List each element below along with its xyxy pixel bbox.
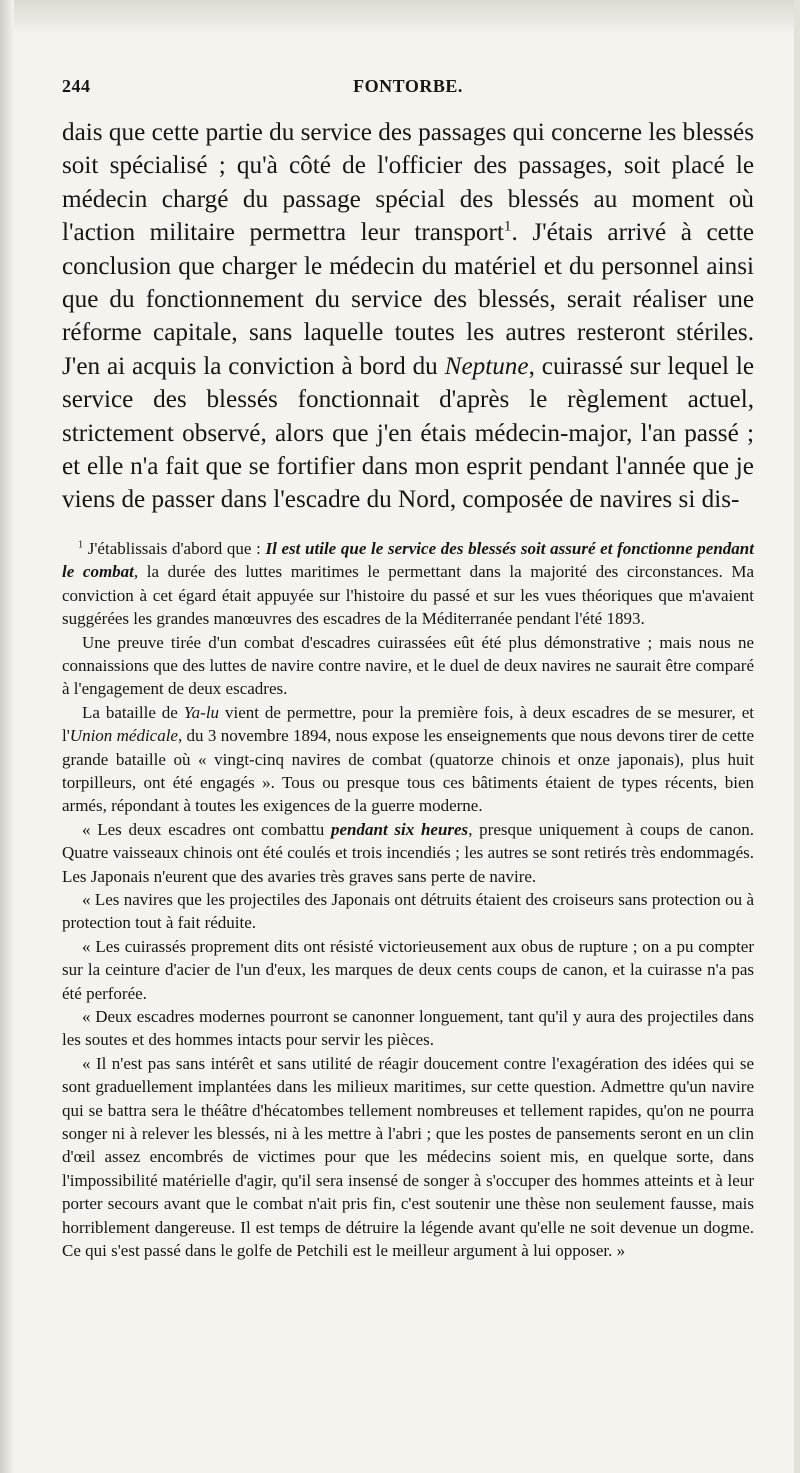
footnote-text: , du 3 novembre 1894, nous expose les enseignements que nous devons tirer de cette grande bataille où « vingt-cinq navires de combat (quatorze chinois et onze japonais), plus huit torpilleurs, ont été engagés ». Tous ou presque tous ces bâtiments étaient de types récents, bien armés, répondant à toutes les exigences de la guerre moderne. [62, 726, 755, 816]
page-top-shadow [0, 0, 800, 36]
page-number: 244 [62, 76, 91, 96]
running-title: FONTORBE. [353, 76, 463, 96]
footnote-paragraph: « Il n'est pas sans intérêt et sans utilité de réagir doucement contre l'exagération des idées qui se sont graduellement implantées dans les milieux maritimes, sur cette question. Admettre qu'un navire qui se battra sera le théâtre d'hécatombes tellement nombreuses et tellement rapides, qu'on ne pourra songer ni à relever les blessés, ni à les mettre à l'abri ; que les postes de pansements seront en un clin d'œil assez encombrés de victimes pour que les médecins soient mis, en quelque sorte, dans l'impossibilité matérielle d'agir, qu'il sera insensé de songer à s'occuper des hommes atteints et à leur porter secours avant que le combat n'ait pris fin, c'est soutenir une thèse non seulement fausse, mais horriblement dangereuse. Il est temps de détruire la légende avant qu'elle ne soit devenue un dogme. Ce qui s'est passé dans le golfe de Petchili est le meilleur argument à lui opposer. » [62, 1053, 754, 1261]
battle-name: Ya-lu [183, 702, 220, 722]
footnote-paragraph [62, 701, 754, 818]
body-text-part-2: . J'étais arrivé à cette conclusion que charger le médecin du matériel et du personnel ainsi que du fonctionnement du service des blessés, serait réaliser une réforme capitale, sans laquelle toutes les autres resteront stériles. J'en ai acquis la conviction à bord du [62, 219, 755, 380]
page-right-edge [794, 0, 800, 1473]
footnote-text: , la durée des luttes maritimes le permettant dans la majorité des circonstances. Ma conviction à cet égard était appuyée sur l'histoire du passé et sur les vues théoriques que m'avaient suggérées les grandes manœuvres des escadres de la Méditerranée pendant l'été 1893. [62, 562, 754, 629]
footnote-text: « Les deux escadres ont combattu [82, 819, 331, 839]
footnote-paragraph [62, 537, 754, 631]
ship-name: Neptune [444, 352, 529, 380]
footnote-paragraph: Une preuve tirée d'un combat d'escadres cuirassées eût été plus démonstrative ; mais nous ne connaissions que des luttes de navire contre navire, et le duel de deux navires ne saurait être comparé à l'engagement de deux escadres. [62, 632, 754, 699]
footnote [62, 537, 754, 1263]
footnote-paragraph: « Les cuirassés proprement dits ont résisté victorieusement aux obus de rupture ; on a pu compter sur la ceinture d'acier de l'un d'eux, les marques de deux cents coups de canon, et la cuirasse n'a pas été perforée. [62, 936, 754, 1003]
footnote-paragraph [62, 818, 754, 888]
body-text-part-3: , cuirassé sur lequel le service des blessés fonctionnait d'après le règlement actuel, strictement observé, alors que j'en étais médecin-major, l'an passé ; et elle n'a fait que se fortifier dans mon esprit pendant l'année que je viens de passer dans l'escadre du Nord, composée de navires si dis- [62, 352, 754, 514]
page-gutter-shadow [0, 0, 14, 1473]
page-header [62, 76, 754, 102]
footnote-marker: 1 [78, 539, 84, 551]
footnote-text: La bataille de [82, 702, 184, 722]
footnote-text: J'établissais d'abord que : [83, 538, 266, 558]
book-page [62, 76, 754, 1262]
body-text-part-1: dais que cette partie du service des passages qui concerne les blessés soit spécialisé ; qu'à côté de l'officier des passages, soit placé le médecin chargé du passage spécial des blessés au moment où l'action militaire permettra leur transport [62, 119, 754, 247]
journal-title: Union médicale [69, 726, 178, 746]
footnote-reference: 1 [503, 218, 512, 235]
body-text [62, 116, 754, 517]
footnote-paragraph: « Deux escadres modernes pourront se canonner longuement, tant qu'il y aura des projectiles dans les soutes et des hommes intacts pour servir les pièces. [62, 1007, 754, 1050]
footnote-text: vient de permettre, pour la première fois, à deux escadres de se mesurer, et l' [62, 702, 754, 746]
footnote-text: , presque uniquement à coups de canon. Quatre vaisseaux chinois ont été coulés et trois incendiés ; les autres se sont retirés très endommagés. Les Japonais n'eurent que des avaries très graves sans perte de navire. [62, 819, 754, 886]
footnote-emphasis: Il est utile que le service des blessés soit assuré et fonctionne pendant le combat [62, 538, 754, 582]
body-paragraph [62, 116, 754, 517]
footnote-emphasis: pendant six heures [330, 819, 469, 839]
footnote-paragraph: « Les navires que les projectiles des Japonais ont détruits étaient des croiseurs sans protection ou à protection tout à fait réduite. [62, 889, 754, 933]
